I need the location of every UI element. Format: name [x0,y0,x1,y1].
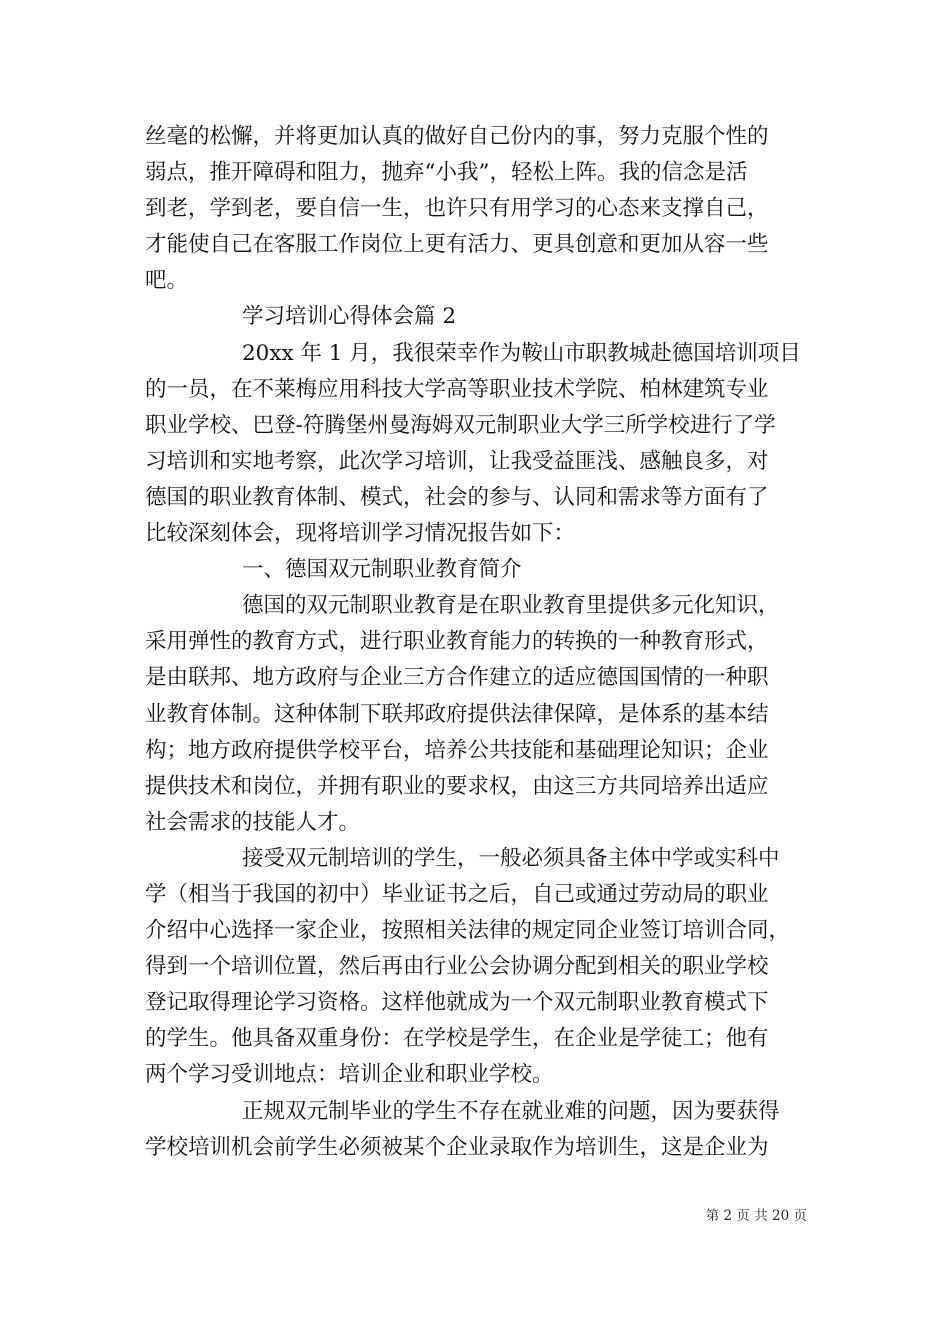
text-line: 是由联邦、地方政府与企业三方合作建立的适应德国国情的一种职 [145,665,769,691]
text-line: 丝毫的松懈，并将更加认真的做好自己份内的事，努力克服个性的 [145,124,769,149]
text-line: 提供技术和岗位，并拥有职业的要求权，由这三方共同培养出适应 [145,773,769,799]
text-line: 20xx 年 1 月，我很荣幸作为鞍山市职教城赴德国培训项目 [242,340,801,366]
text-line: 的一员，在不莱梅应用科技大学高等职业技术学院、柏林建筑专业 [145,376,769,402]
text-line: 弱点，推开障碍和阻力，抛弃“小我”，轻松上阵。我的信念是活 [145,160,748,186]
text-line: 吧。 [145,268,189,294]
text-line: 比较深刻体会，现将培训学习情况报告如下： [145,521,576,547]
text-line: 学校培训机会前学生必须被某个企业录取作为培训生，这是企业为 [145,1134,769,1160]
paragraph [145,841,810,1094]
text-line: 介绍中心选择一家企业，按照相关法律的规定同企业签订培训合同， [145,918,791,944]
text-line: 社会需求的技能人才。 [145,809,361,835]
text-line: 德国的双元制职业教育是在职业教育里提供多元化知识， [242,593,780,619]
text-line: 职业学校、巴登-符腾堡州曼海姆双元制职业大学三所学校进行了学 [145,412,776,438]
text-line: 到老，学到老，要自信一生，也许只有用学习的心态来支撑自己， [145,196,769,222]
paragraph [145,552,810,588]
text-line: 构；地方政府提供学校平台，培养公共技能和基础理论知识；企业 [145,737,769,763]
text-line: 的学生。他具备双重身份：在学校是学生，在企业是学徒工；他有 [145,1026,769,1052]
text-line: 学习培训心得体会篇 2 [242,304,457,330]
text-line: 接受双元制培训的学生，一般必须具备主体中学或实科中 [242,845,780,871]
text-line: 德国的职业教育体制、模式，社会的参与、认同和需求等方面有了 [145,484,769,510]
text-line: 登记取得理论学习资格。这样他就成为一个双元制职业教育模式下 [145,990,769,1016]
paragraph [145,299,810,335]
text-line: 得到一个培训位置，然后再由行业公会协调分配到相关的职业学校 [145,954,769,980]
text-line: 才能使自己在客服工作岗位上更有活力、更具创意和更加从容一些 [145,232,769,258]
text-line: 采用弹性的教育方式，进行职业教育能力的转换的一种教育形式， [145,629,769,655]
paragraph [145,336,810,553]
paragraph [145,119,810,299]
text-line: 正规双元制毕业的学生不存在就业难的问题，因为要获得 [242,1098,780,1124]
text-line: 一、德国双元制职业教育简介 [242,557,522,583]
text-line: 两个学习受训地点：培训企业和职业学校。 [145,1062,554,1088]
text-line: 习培训和实地考察，此次学习培训，让我受益匪浅、感触良多，对 [145,448,769,474]
text-line: 业教育体制。这种体制下联邦政府提供法律保障，是体系的基本结 [145,701,769,727]
paragraph [145,1094,810,1166]
text-line: 学（相当于我国的初中）毕业证书之后，自己或通过劳动局的职业 [145,881,769,907]
document-body [145,119,810,1166]
page-number-footer: 第 2 页 共 20 页 [705,1208,807,1224]
paragraph [145,588,810,841]
